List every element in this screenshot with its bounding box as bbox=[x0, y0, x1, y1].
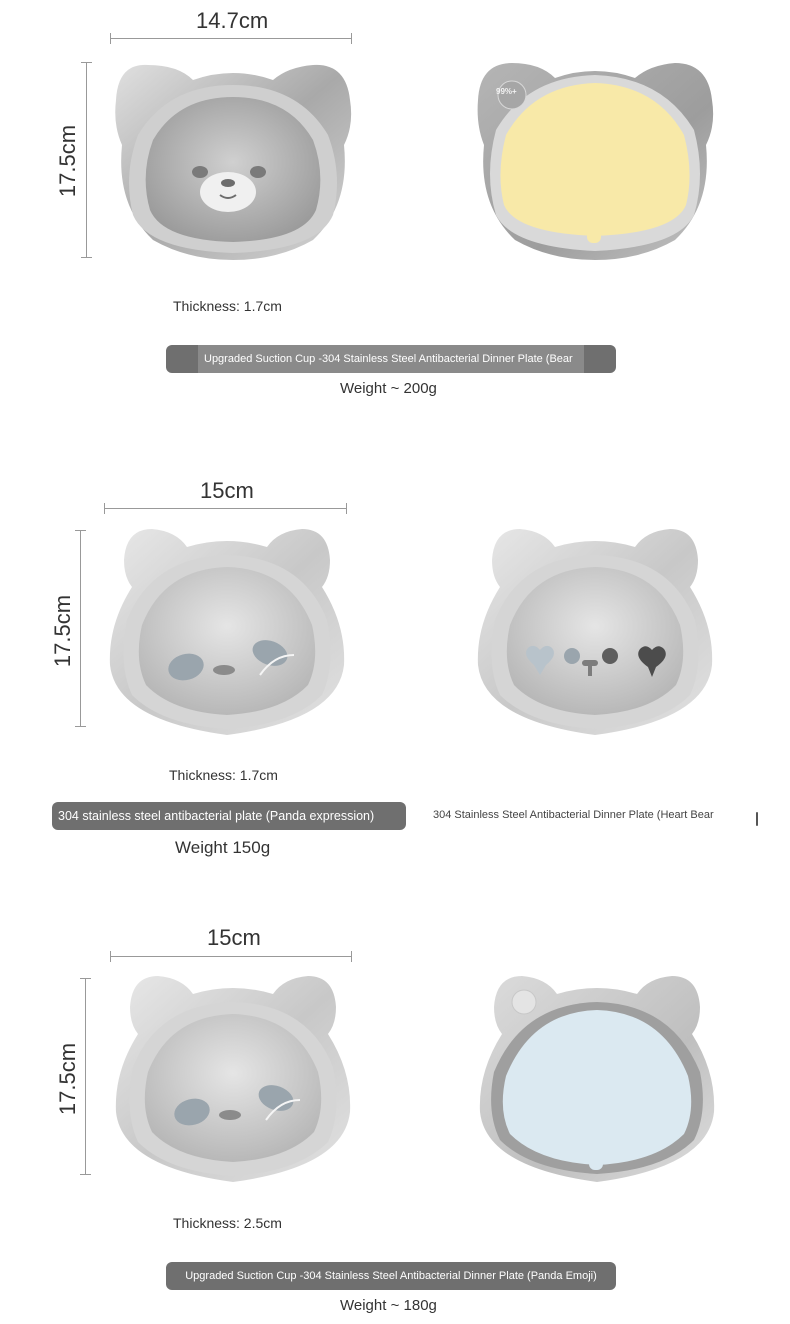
thickness-label-3: Thickness: 2.5cm bbox=[173, 1215, 282, 1231]
height-label-2: 17.5cm bbox=[50, 594, 75, 668]
width-dimension-line-1 bbox=[110, 38, 352, 39]
width-dimension-line-3 bbox=[110, 956, 352, 957]
thickness-label-2: Thickness: 1.7cm bbox=[169, 767, 278, 783]
product-banner-2-text: 304 stainless steel antibacterial plate (Panda expression) bbox=[58, 809, 375, 823]
bear-plate-front bbox=[108, 55, 358, 265]
width-label-3: 15cm bbox=[207, 925, 261, 950]
height-dimension-line-3 bbox=[85, 978, 86, 1175]
heart-bear-plate-front bbox=[470, 525, 720, 740]
panda-plate-front bbox=[102, 525, 352, 740]
product-banner-1 bbox=[166, 345, 616, 373]
weight-label-3: Weight ~ 180g bbox=[340, 1297, 437, 1314]
antibacterial-badge: 99%+ bbox=[496, 87, 517, 96]
height-dimension-line-2 bbox=[80, 530, 81, 727]
product-banner-4 bbox=[166, 1262, 616, 1290]
height-dimension-line-1 bbox=[86, 62, 87, 258]
panda-emoji-plate-front bbox=[108, 972, 358, 1187]
product-banner-4-text: Upgraded Suction Cup -304 Stainless Steel Antibacterial Dinner Plate (Panda Emoji) bbox=[185, 1270, 597, 1282]
thickness-label-1: Thickness: 1.7cm bbox=[173, 298, 282, 314]
weight-label-2: Weight 150g bbox=[175, 838, 271, 857]
width-label-1: 14.7cm bbox=[196, 8, 269, 33]
width-dimension-line-2 bbox=[104, 508, 347, 509]
weight-label-1: Weight ~ 200g bbox=[340, 380, 437, 397]
height-label-3: 17.5cm bbox=[55, 1042, 80, 1116]
panda-plate-back-suction bbox=[472, 972, 722, 1187]
product-banner-1-text: Upgraded Suction Cup -304 Stainless Steel Antibacterial Dinner Plate (Bear bbox=[198, 345, 584, 373]
product-banner-2 bbox=[52, 802, 406, 830]
width-label-2: 15cm bbox=[200, 478, 254, 503]
product-banner-3-text: 304 Stainless Steel Antibacterial Dinner Plate (Heart Bear bbox=[433, 809, 714, 821]
product-banner-3-edge bbox=[756, 812, 758, 826]
height-label-1: 17.5cm bbox=[55, 124, 80, 198]
